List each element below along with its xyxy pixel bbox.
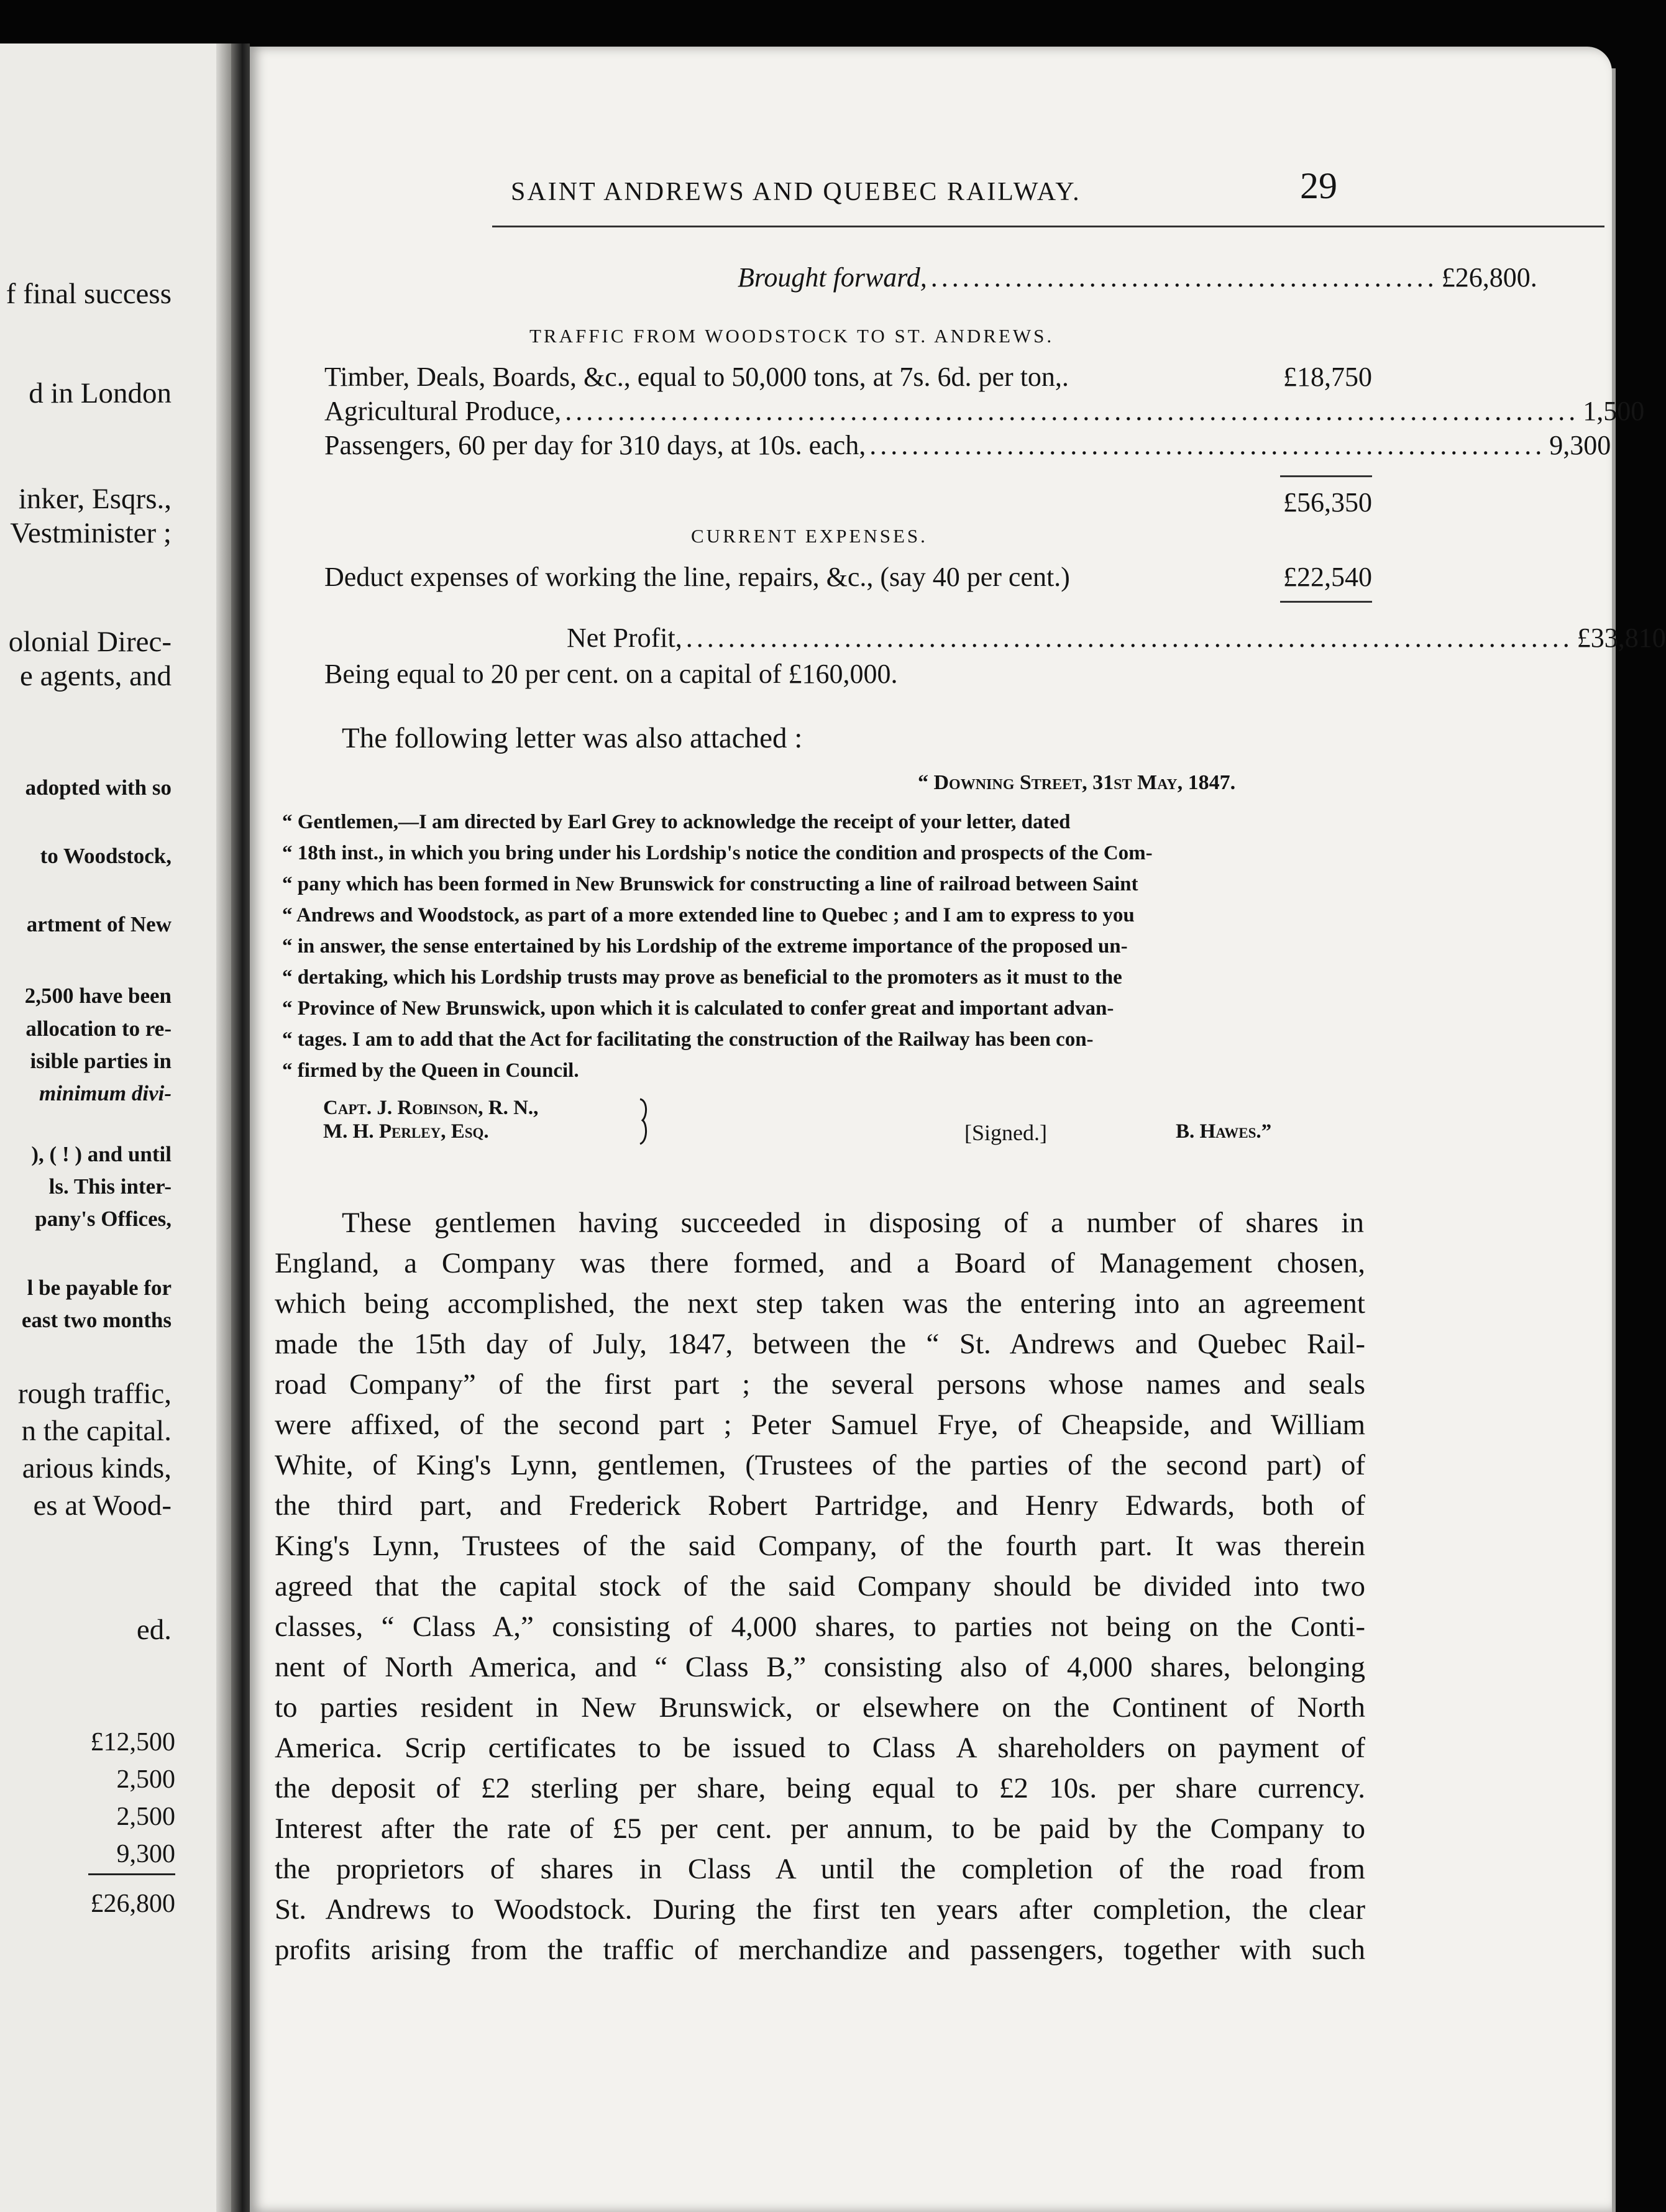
body-line: the proprietors of shares in Class A until the completion of the road from: [275, 1853, 1365, 1885]
book-binding: [231, 43, 250, 2212]
letter-line: “ tages. I am to add that the Act for facilitating the construction of the Railway has been con-: [282, 1028, 1094, 1051]
left-text-fragment: f final success: [6, 278, 172, 310]
traffic-row: [324, 396, 1645, 426]
body-line: England, a Company was there formed, and a Board of Management chosen,: [275, 1247, 1365, 1279]
body-line: which being accomplished, the next step taken was the entering into an agreement: [275, 1287, 1365, 1320]
capital-note: [324, 660, 1372, 688]
left-total-rule: [88, 1873, 175, 1875]
expenses-heading: CURRENT EXPENSES.: [691, 525, 928, 547]
body-line: agreed that the capital stock of the said Company should be divided into two: [275, 1570, 1365, 1602]
body-line: White, of King's Lynn, gentlemen, (Trustees of the parties of the second part) of: [275, 1449, 1365, 1481]
expenses-line: [324, 564, 1372, 591]
letter-dateline-text: “ Downing Street, 31st May, 1847.: [918, 771, 1236, 794]
left-text-fragment: ), ( ! ) and until: [31, 1142, 172, 1166]
body-line: classes, “ Class A,” consisting of 4,000 shares, to parties not being on the Conti-: [275, 1611, 1365, 1643]
brace-icon: [635, 1097, 654, 1146]
body-line: were affixed, of the second part ; Peter Samuel Frye, of Cheapside, and William: [275, 1409, 1365, 1441]
traffic-row: [324, 430, 1611, 460]
left-amount: 9,300: [116, 1840, 175, 1868]
net-profit-label: Net Profit,: [567, 623, 682, 653]
left-text-fragment: d in London: [29, 377, 172, 409]
letter-addressee: [323, 1098, 538, 1118]
letter-signed: [Signed.]: [964, 1120, 1047, 1145]
left-text-fragment: 2,500 have been: [24, 984, 172, 1008]
letter-signature: [1176, 1122, 1271, 1142]
left-text-fragment: east two months: [21, 1308, 172, 1332]
main-page: [250, 47, 1666, 2212]
expenses-label: Deduct expenses of working the line, repairs, &c., (say 40 per cent.): [324, 562, 1070, 592]
page-number: 29: [1300, 165, 1337, 206]
letter-addressee: [323, 1122, 489, 1142]
header-rule: [492, 226, 1604, 227]
traffic-heading: TRAFFIC FROM WOODSTOCK TO ST. ANDREWS.: [529, 325, 1055, 347]
left-text-fragment: e agents, and: [19, 660, 172, 692]
addressee-2: M. H. Perley, Esq.: [323, 1120, 489, 1143]
brought-forward-label: Brought forward,: [738, 262, 927, 293]
left-text-fragment: ls. This inter-: [48, 1174, 172, 1199]
traffic-row-amount: 9,300: [1549, 430, 1611, 460]
body-line: nent of North America, and “ Class B,” consisting also of 4,000 shares, belonging: [275, 1651, 1365, 1683]
sum-rule: [1280, 475, 1372, 477]
letter-line: “ Province of New Brunswick, upon which it is calculated to confer great and important advan-: [282, 997, 1114, 1020]
letter-intro: [342, 724, 1389, 753]
traffic-row-amount: £18,750: [1283, 362, 1372, 392]
left-amount: 2,500: [116, 1803, 175, 1831]
signature-text: B. Hawes.”: [1176, 1120, 1272, 1143]
left-text-fragment: olonial Direc-: [8, 626, 172, 658]
left-amount: 2,500: [116, 1765, 175, 1794]
left-text-fragment: arious kinds,: [22, 1452, 172, 1484]
traffic-row: [324, 363, 1372, 391]
left-text-fragment: minimum divi-: [39, 1081, 172, 1105]
traffic-row-amount: 1,500: [1583, 396, 1645, 426]
left-text-fragment: to Woodstock,: [40, 844, 172, 868]
running-header-title: SAINT ANDREWS AND QUEBEC RAILWAY.: [511, 178, 1081, 206]
body-line: These gentlemen having succeeded in disposing of a number of shares in: [342, 1207, 1364, 1239]
body-line: St. Andrews to Woodstock. During the first ten years after completion, the clear: [275, 1893, 1365, 1926]
net-profit-amount: £33,810: [1577, 623, 1666, 653]
left-text-fragment: isible parties in: [30, 1049, 172, 1073]
dot-leader: ................................................: [930, 262, 1438, 293]
letter-line: “ dertaking, which his Lordship trusts may prove as beneficial to the promoters as it must to the: [282, 966, 1122, 989]
letter-line: “ in answer, the sense entertained by his Lordship of the extreme importance of the proposed un-: [282, 935, 1128, 957]
traffic-row-label: Timber, Deals, Boards, &c., equal to 50,000 tons, at 7s. 6d. per ton,.: [324, 362, 1069, 392]
letter-line: “ Andrews and Woodstock, as part of a more extended line to Quebec ; and I am to express to you: [282, 904, 1135, 926]
net-profit-line: [567, 623, 1666, 653]
letter-line: “ pany which has been formed in New Brunswick for constructing a line of railroad between Saint: [282, 873, 1138, 895]
body-line: made the 15th day of July, 1847, between the “ St. Andrews and Quebec Rail-: [275, 1328, 1365, 1360]
gutter-shadow: [216, 43, 231, 2212]
traffic-total-line: [324, 489, 1372, 516]
left-facing-page: [0, 43, 231, 2212]
body-line: profits arising from the traffic of merchandize and passengers, together with such: [275, 1934, 1365, 1966]
addressee-1: Capt. J. Robinson, R. N.,: [323, 1097, 539, 1119]
body-line: King's Lynn, Trustees of the said Company, of the fourth part. It was therein: [275, 1530, 1365, 1562]
dot-leader: ................................................................: [869, 430, 1546, 460]
left-amount-total: £26,800: [90, 1890, 175, 1918]
body-line: Interest after the rate of £5 per cent. per annum, to be paid by the Company to: [275, 1812, 1365, 1845]
left-text-fragment: l be payable for: [27, 1276, 172, 1300]
left-text-fragment: inker, Esqrs.,: [18, 483, 172, 515]
sum-rule: [1280, 601, 1372, 603]
body-line: the third part, and Frederick Robert Partridge, and Henry Edwards, both of: [275, 1489, 1365, 1522]
brought-forward-line: [738, 262, 1537, 293]
expenses-amount: £22,540: [1283, 562, 1372, 592]
left-text-fragment: ed.: [136, 1614, 172, 1646]
left-text-fragment: Vestminister ;: [10, 517, 172, 549]
dot-leader: ................................................................................................: [565, 396, 1580, 426]
traffic-total: £56,350: [1283, 487, 1372, 518]
left-text-fragment: adopted with so: [25, 775, 172, 800]
left-text-fragment: artment of New: [26, 912, 172, 936]
left-text-fragment: allocation to re-: [25, 1017, 172, 1041]
left-text-fragment: pany's Offices,: [35, 1207, 172, 1231]
capital-note-text: Being equal to 20 per cent. on a capital of £160,000.: [324, 659, 898, 689]
letter-intro-text: The following letter was also attached :: [342, 722, 803, 754]
dot-leader: ....................................................................................: [685, 623, 1573, 653]
brought-forward-amount: £26,800.: [1441, 262, 1537, 293]
letter-line: “ Gentlemen,—I am directed by Earl Grey to acknowledge the receipt of your letter, dated: [282, 811, 1071, 833]
body-line: to parties resident in New Brunswick, or elsewhere on the Continent of North: [275, 1691, 1365, 1724]
body-line: road Company” of the first part ; the several persons whose names and seals: [275, 1368, 1365, 1401]
letter-line: “ 18th inst., in which you bring under his Lordship's notice the condition and prospects of the Com-: [282, 842, 1153, 864]
left-text-fragment: rough traffic,: [17, 1378, 172, 1410]
body-line: America. Scrip certificates to be issued to Class A shareholders on payment of: [275, 1732, 1365, 1764]
left-amount: £12,500: [90, 1728, 175, 1757]
letter-dateline: [918, 772, 1235, 793]
traffic-row-label: Passengers, 60 per day for 310 days, at 10s. each,: [324, 430, 866, 460]
letter-line: “ firmed by the Queen in Council.: [282, 1059, 579, 1082]
traffic-row-label: Agricultural Produce,: [324, 396, 562, 426]
left-text-fragment: n the capital.: [21, 1415, 172, 1447]
body-line: the deposit of £2 sterling per share, being equal to £2 10s. per share currency.: [275, 1772, 1365, 1804]
left-text-fragment: es at Wood-: [33, 1489, 172, 1522]
